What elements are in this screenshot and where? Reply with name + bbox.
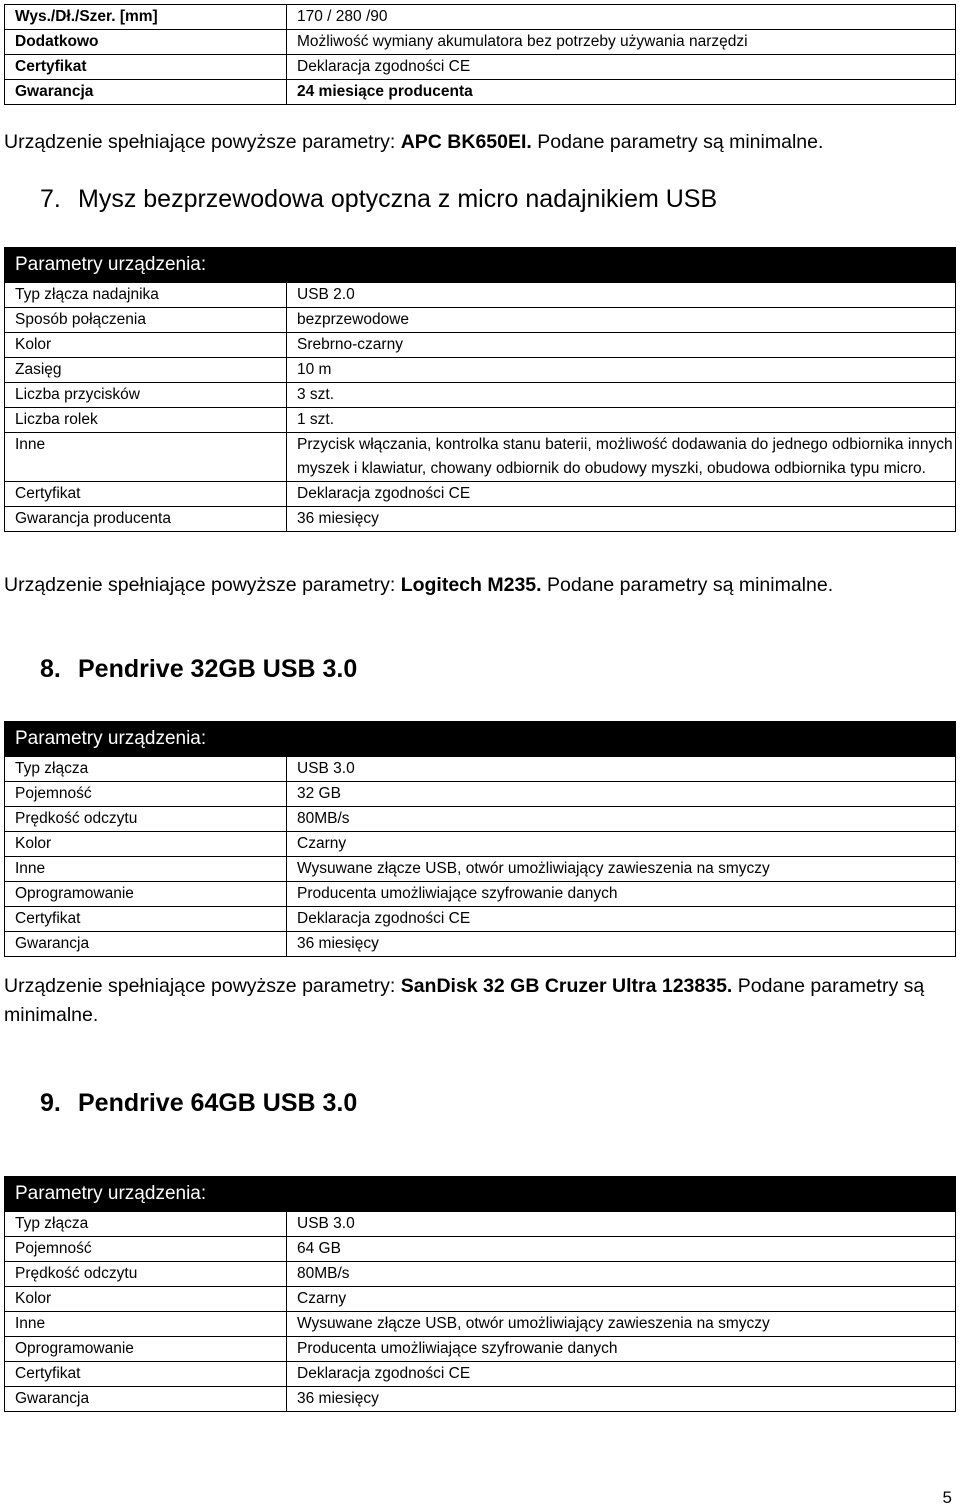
mouse-spec-label: Gwarancja producenta	[5, 507, 287, 532]
pendrive64-spec-header-row	[5, 1177, 956, 1212]
pendrive64-spec-value: Wysuwane złącze USB, otwór umożliwiający zawieszenia na smyczy	[287, 1312, 956, 1337]
mouse-spec-label: Sposób połączenia	[5, 308, 287, 333]
pendrive32-spec-label: Oprogramowanie	[5, 882, 287, 907]
mouse-model-name: Logitech M235.	[400, 574, 542, 596]
pendrive64-spec-row	[5, 1312, 956, 1337]
pendrive64-spec-value: 36 miesięcy	[287, 1387, 956, 1412]
section-9-number: 9.	[40, 1089, 61, 1117]
mouse-spec-row	[5, 308, 956, 333]
mouse-spec-row	[5, 383, 956, 408]
pendrive64-spec-row	[5, 1362, 956, 1387]
mouse-spec-value: 36 miesięcy	[287, 507, 956, 532]
pendrive64-spec-value: Czarny	[287, 1287, 956, 1312]
ups-spec-value: 24 miesiące producenta	[287, 80, 956, 105]
section-8-number: 8.	[40, 655, 61, 683]
mouse-spec-header: Parametry urządzenia:	[5, 248, 287, 283]
pendrive64-spec-label: Certyfikat	[5, 1362, 287, 1387]
pendrive64-spec-table	[4, 1176, 956, 1412]
pendrive32-spec-row	[5, 907, 956, 932]
pendrive64-spec-value: Deklaracja zgodności CE	[287, 1362, 956, 1387]
pendrive32-spec-value: 36 miesięcy	[287, 932, 956, 957]
pendrive64-spec-label: Prędkość odczytu	[5, 1262, 287, 1287]
mouse-spec-label: Kolor	[5, 333, 287, 358]
section-8-heading	[40, 654, 357, 684]
pendrive32-spec-row	[5, 932, 956, 957]
mouse-spec-row	[5, 433, 956, 482]
ups-spec-row	[5, 30, 956, 55]
pendrive32-spec-header-row	[5, 722, 956, 757]
section-7-number: 7.	[40, 185, 61, 213]
pendrive32-spec-header: Parametry urządzenia:	[5, 722, 287, 757]
pendrive32-spec-label: Typ złącza	[5, 757, 287, 782]
section-7-title: Mysz bezprzewodowa optyczna z micro nadajnikiem USB	[78, 185, 718, 213]
mouse-spec-row	[5, 482, 956, 507]
mouse-spec-row	[5, 358, 956, 383]
pendrive32-spec-value: Czarny	[287, 832, 956, 857]
ups-requirement-paragraph: Urządzenie spełniające powyższe parametry: APC BK650EI. Podane parametry są minimalne.	[4, 131, 824, 153]
page-number: 5	[942, 1488, 952, 1507]
pendrive32-spec-value: USB 3.0	[287, 757, 956, 782]
mouse-spec-header-row	[5, 248, 956, 283]
pendrive32-spec-row	[5, 832, 956, 857]
mouse-spec-value: USB 2.0	[287, 283, 956, 308]
pendrive32-spec-label: Prędkość odczytu	[5, 807, 287, 832]
mouse-spec-row	[5, 333, 956, 358]
pendrive64-spec-label: Inne	[5, 1312, 287, 1337]
pendrive64-spec-label: Typ złącza	[5, 1212, 287, 1237]
pendrive64-spec-header: Parametry urządzenia:	[5, 1177, 287, 1212]
pendrive64-spec-row	[5, 1237, 956, 1262]
pendrive32-spec-row	[5, 782, 956, 807]
mouse-spec-value: bezprzewodowe	[287, 308, 956, 333]
mouse-spec-value: Srebrno-czarny	[287, 333, 956, 358]
pendrive64-spec-label: Oprogramowanie	[5, 1337, 287, 1362]
pendrive32-spec-table	[4, 721, 956, 957]
pendrive64-spec-row	[5, 1262, 956, 1287]
ups-spec-value: 170 / 280 /90	[287, 5, 956, 30]
pendrive32-spec-value: 80MB/s	[287, 807, 956, 832]
pendrive64-spec-row	[5, 1337, 956, 1362]
ups-spec-label: Gwarancja	[5, 80, 287, 105]
mouse-spec-label: Liczba przycisków	[5, 383, 287, 408]
pendrive64-spec-row	[5, 1212, 956, 1237]
mouse-spec-value: Deklaracja zgodności CE	[287, 482, 956, 507]
mouse-requirement-paragraph: Urządzenie spełniające powyższe parametry: Logitech M235. Podane parametry są minimalne.	[4, 574, 834, 596]
ups-spec-label: Dodatkowo	[5, 30, 287, 55]
pendrive64-spec-label: Pojemność	[5, 1237, 287, 1262]
mouse-spec-value: Przycisk włączania, kontrolka stanu baterii, możliwość dodawania do jednego odbiornika innych myszek i klawiatur, chowany odbiornik do obudowy myszki, obudowa odbiornika typu micro.	[287, 433, 956, 482]
pendrive32-spec-row	[5, 857, 956, 882]
pendrive32-spec-value: Wysuwane złącze USB, otwór umożliwiający zawieszenia na smyczy	[287, 857, 956, 882]
pendrive32-spec-label: Certyfikat	[5, 907, 287, 932]
ups-model-name: APC BK650EI.	[400, 131, 532, 153]
pendrive64-spec-label: Gwarancja	[5, 1387, 287, 1412]
pendrive32-spec-label: Inne	[5, 857, 287, 882]
mouse-spec-row	[5, 283, 956, 308]
mouse-spec-label: Certyfikat	[5, 482, 287, 507]
pendrive32-spec-row	[5, 757, 956, 782]
pendrive64-spec-label: Kolor	[5, 1287, 287, 1312]
pendrive64-spec-value: USB 3.0	[287, 1212, 956, 1237]
ups-spec-row	[5, 80, 956, 105]
pendrive32-spec-value: 32 GB	[287, 782, 956, 807]
ups-spec-value: Możliwość wymiany akumulatora bez potrzeby używania narzędzi	[287, 30, 956, 55]
pendrive32-requirement-paragraph: Urządzenie spełniające powyższe parametry: SanDisk 32 GB Cruzer Ultra 123835. Podane parametry są minimalne.	[4, 975, 925, 1026]
mouse-spec-label: Zasięg	[5, 358, 287, 383]
mouse-spec-table	[4, 247, 956, 532]
pendrive32-model-name: SanDisk 32 GB Cruzer Ultra 123835.	[400, 975, 733, 997]
section-7-heading	[40, 184, 717, 214]
mouse-spec-row	[5, 408, 956, 433]
mouse-spec-row	[5, 507, 956, 532]
pendrive32-spec-value: Deklaracja zgodności CE	[287, 907, 956, 932]
ups-spec-row	[5, 5, 956, 30]
pendrive64-spec-value: 64 GB	[287, 1237, 956, 1262]
pendrive64-spec-row	[5, 1387, 956, 1412]
pendrive64-spec-value: Producenta umożliwiające szyfrowanie danych	[287, 1337, 956, 1362]
ups-spec-label: Certyfikat	[5, 55, 287, 80]
pendrive64-spec-row	[5, 1287, 956, 1312]
ups-spec-value: Deklaracja zgodności CE	[287, 55, 956, 80]
section-8-title: Pendrive 32GB USB 3.0	[78, 655, 358, 683]
section-9-title: Pendrive 64GB USB 3.0	[78, 1089, 358, 1117]
pendrive32-spec-row	[5, 807, 956, 832]
ups-spec-label: Wys./Dł./Szer. [mm]	[5, 5, 287, 30]
pendrive32-spec-value: Producenta umożliwiające szyfrowanie danych	[287, 882, 956, 907]
pendrive32-spec-row	[5, 882, 956, 907]
mouse-spec-label: Inne	[5, 433, 287, 482]
pendrive32-spec-label: Pojemność	[5, 782, 287, 807]
mouse-spec-value: 10 m	[287, 358, 956, 383]
pendrive32-spec-label: Gwarancja	[5, 932, 287, 957]
mouse-spec-value: 1 szt.	[287, 408, 956, 433]
mouse-spec-label: Liczba rolek	[5, 408, 287, 433]
mouse-spec-value: 3 szt.	[287, 383, 956, 408]
ups-spec-table	[4, 4, 956, 105]
pendrive32-spec-label: Kolor	[5, 832, 287, 857]
ups-spec-row	[5, 55, 956, 80]
pendrive64-spec-value: 80MB/s	[287, 1262, 956, 1287]
mouse-spec-label: Typ złącza nadajnika	[5, 283, 287, 308]
section-9-heading	[40, 1088, 357, 1118]
